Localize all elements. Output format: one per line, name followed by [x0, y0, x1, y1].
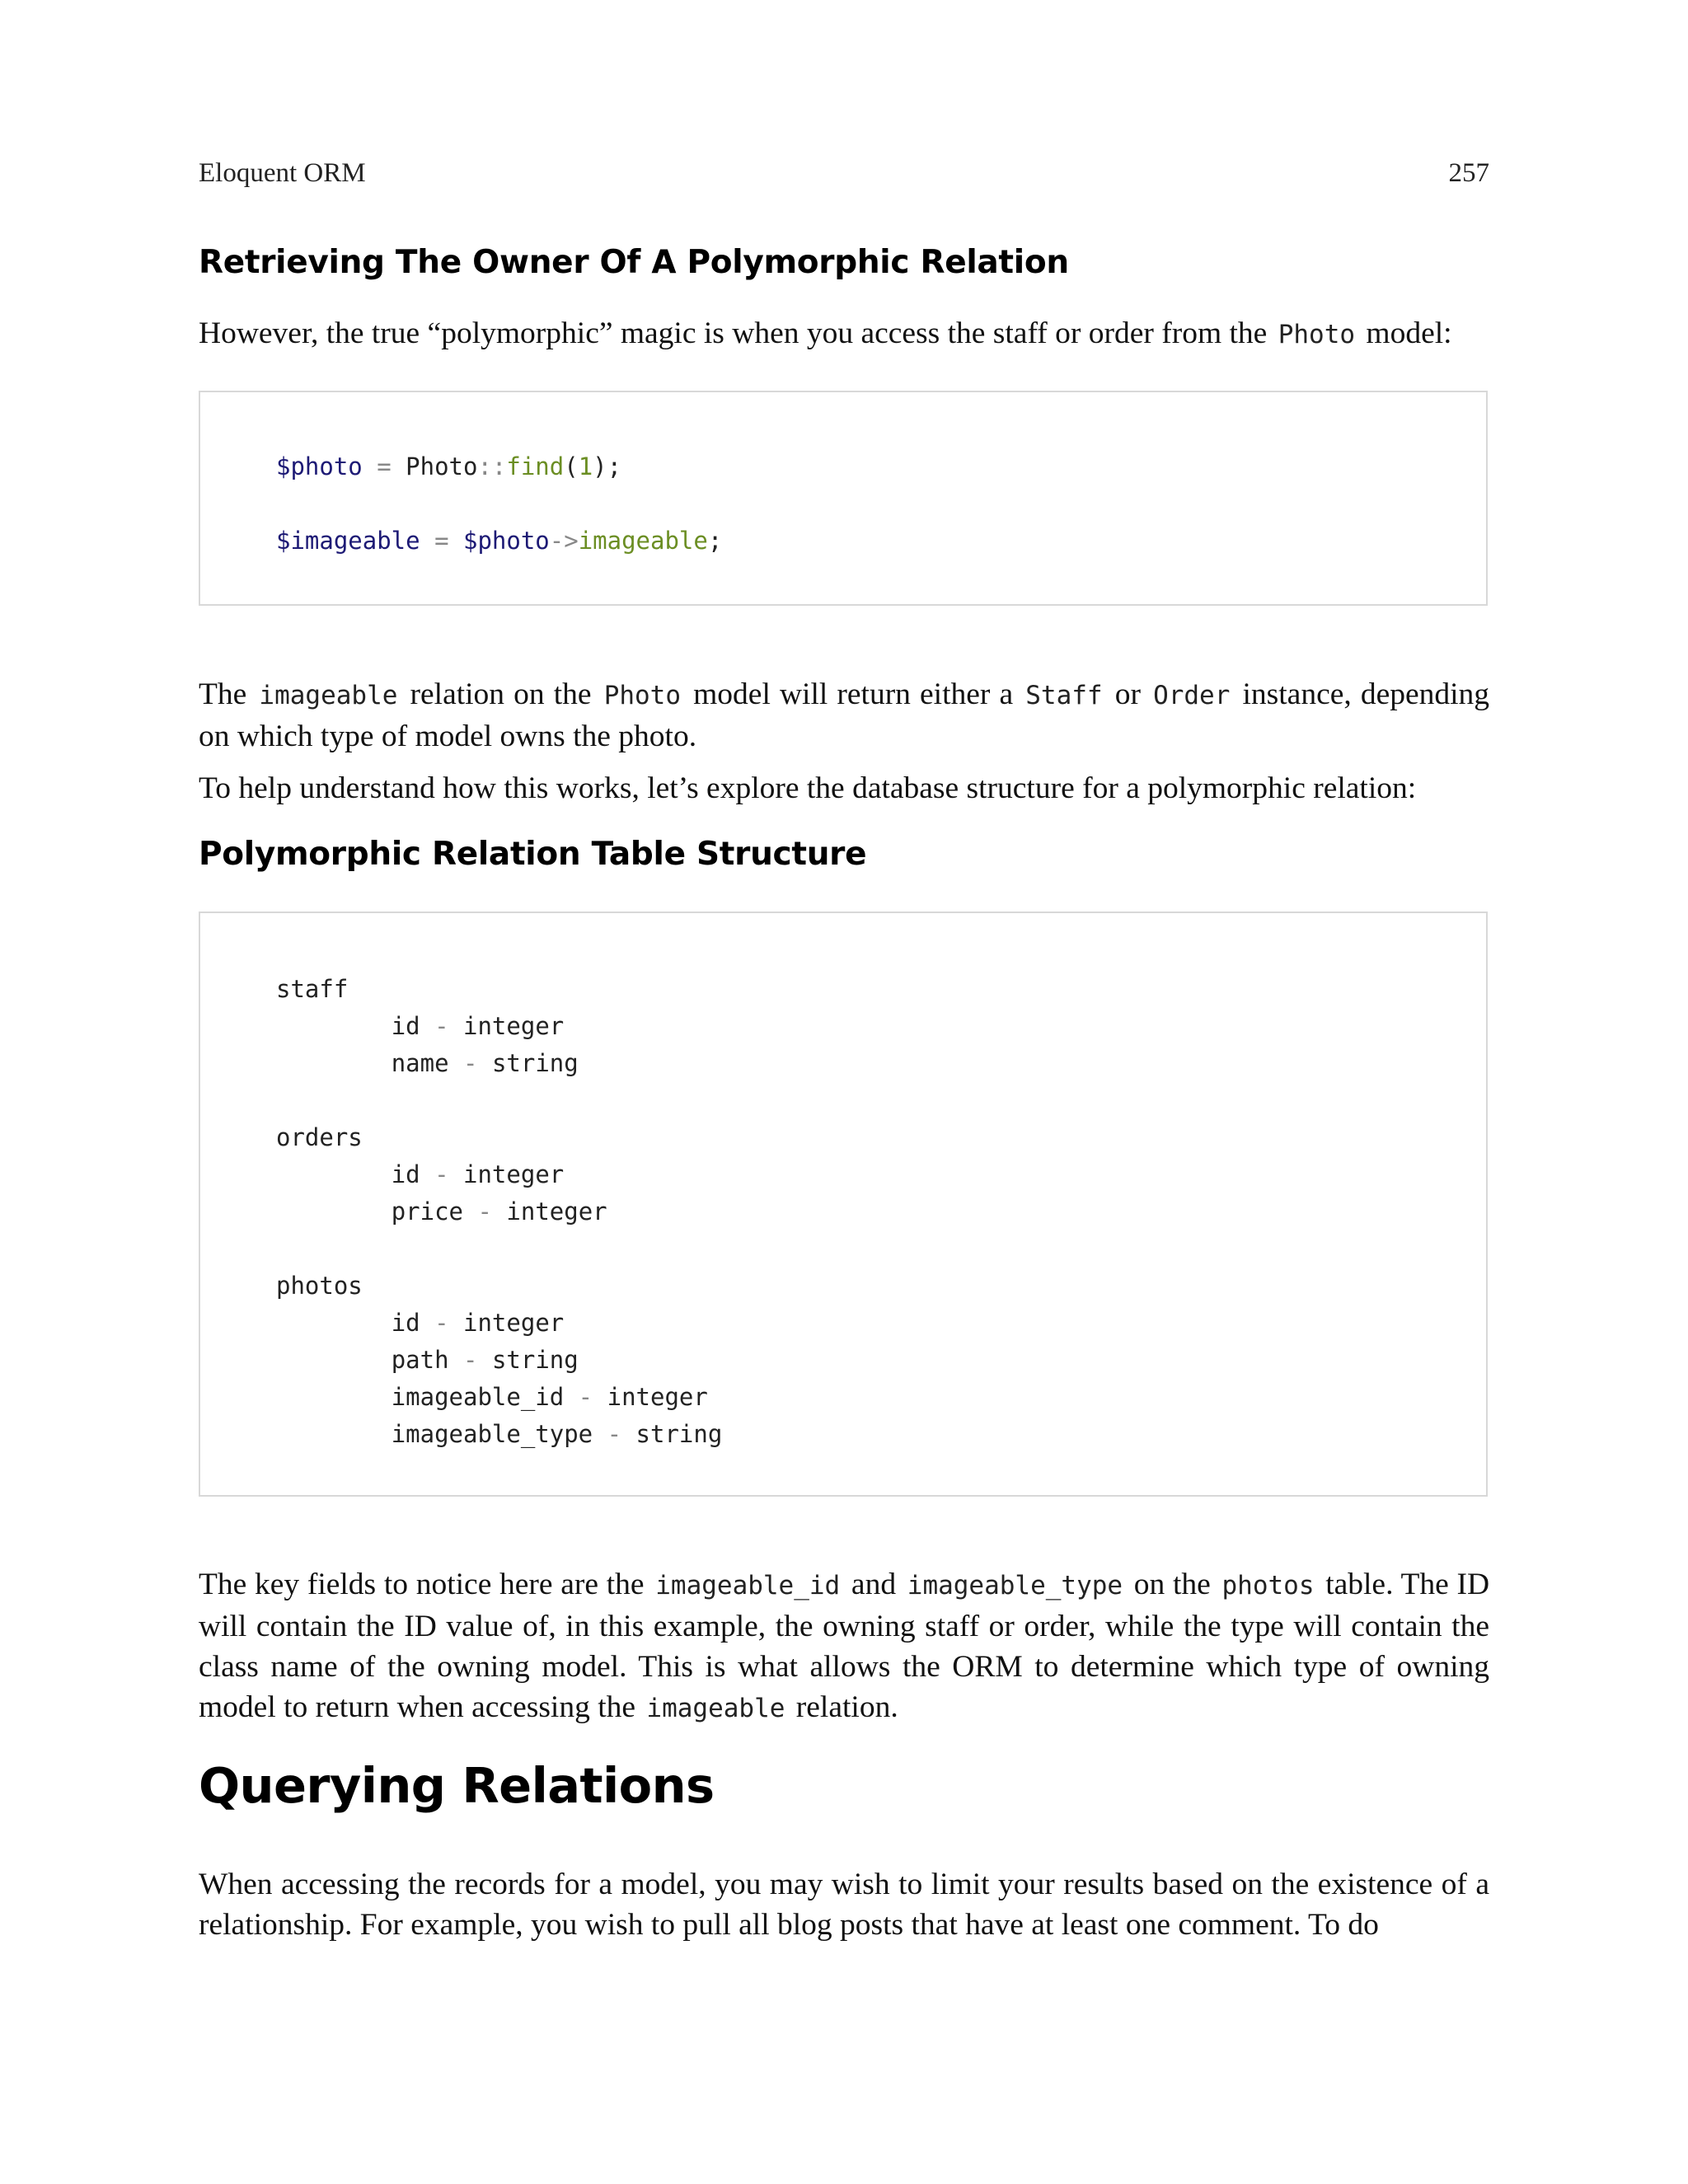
code-token: -	[477, 1197, 492, 1226]
code-line-1	[276, 452, 621, 480]
para-text: on the	[1133, 1568, 1211, 1601]
field-type: integer	[607, 1383, 708, 1411]
code-token: Photo	[406, 452, 478, 480]
inline-code-imageable: imageable	[259, 681, 398, 710]
table-name: staff	[276, 975, 349, 1003]
code-token: -	[434, 1012, 449, 1040]
field-type: string	[491, 1346, 579, 1374]
code-token: -	[578, 1383, 593, 1411]
field-type: integer	[506, 1197, 607, 1226]
field-name: name	[391, 1049, 449, 1077]
inline-code-imageable-type: imageable_type	[907, 1571, 1123, 1601]
section-heading-querying-relations: Querying Relations	[199, 1757, 715, 1814]
field-name: id	[391, 1012, 420, 1040]
intro-text-1: However, the true “polymorphic” magic is when you access the staff or order from the	[199, 316, 1268, 350]
field-name: price	[391, 1197, 463, 1226]
code-token: find	[506, 452, 565, 480]
para-text: When accessing the records for a model, you may wish to limit your results based on the existence	[199, 1868, 1433, 1901]
code-token: -	[463, 1346, 478, 1374]
field-name: id	[391, 1160, 420, 1188]
inline-code-staff: Staff	[1025, 681, 1103, 710]
code-token: -	[434, 1160, 449, 1188]
running-header	[199, 158, 1489, 198]
table-name: photos	[276, 1272, 363, 1300]
field-name: imageable_type	[391, 1420, 593, 1448]
field-name: path	[391, 1346, 449, 1374]
code-token: 1	[578, 452, 593, 480]
key-fields-paragraph	[199, 1564, 1489, 1729]
para-text: The key fields to notice here are the	[199, 1568, 645, 1601]
explore-structure-paragraph: To help understand how this works, let’s explore the database structure for a polymorphic relation:	[199, 771, 1417, 805]
inline-code-photos: photos	[1221, 1571, 1315, 1601]
inline-code-photo: Photo	[1278, 320, 1356, 349]
para-text: table. The ID	[1325, 1568, 1490, 1601]
para-text: and	[851, 1568, 897, 1601]
code-token: $photo	[463, 527, 550, 555]
para-text: The	[199, 677, 247, 711]
inline-code-order: Order	[1153, 681, 1231, 710]
para-text: or	[1114, 677, 1141, 711]
field-name: id	[391, 1309, 420, 1337]
inline-code-photo: Photo	[603, 681, 682, 710]
intro-text-2: model:	[1366, 316, 1452, 350]
code-token: ::	[477, 452, 507, 480]
code-token: ->	[549, 527, 579, 555]
code-token: $imageable	[276, 527, 420, 555]
para-text: on which type of model owns the photo.	[199, 719, 697, 753]
para-text: relation on the	[410, 677, 592, 711]
field-type: string	[491, 1049, 579, 1077]
code-block-2-content	[276, 971, 722, 1453]
para-text: model will return either a	[693, 677, 1014, 711]
code-token: =	[420, 527, 463, 555]
chapter-title: Eloquent ORM	[199, 158, 366, 188]
field-type: string	[635, 1420, 723, 1448]
code-token: (	[564, 452, 579, 480]
code-token: imageable	[578, 527, 708, 555]
code-token: );	[593, 452, 622, 480]
field-type: integer	[463, 1309, 565, 1337]
para-text: relation.	[795, 1690, 898, 1724]
code-block-1-content	[276, 448, 722, 560]
para-text: model to return when accessing the	[199, 1690, 636, 1724]
para-text: instance, depending	[1242, 677, 1490, 711]
code-token: ;	[707, 527, 723, 555]
code-block-table-structure	[199, 912, 1488, 1497]
code-token: -	[463, 1049, 478, 1077]
page-number: 257	[1448, 158, 1489, 188]
inline-code-imageable-id: imageable_id	[655, 1571, 841, 1601]
para-text: of a relationship. For example, you wish to pull all blog posts that have at least one comment. To do	[199, 1868, 1489, 1942]
code-block-photo-imageable	[199, 391, 1488, 606]
code-token: -	[607, 1420, 622, 1448]
code-token: $photo	[276, 452, 363, 480]
field-type: integer	[463, 1012, 565, 1040]
field-name: imageable_id	[391, 1383, 565, 1411]
querying-relations-paragraph	[199, 1864, 1489, 1945]
inline-code-imageable: imageable	[646, 1694, 785, 1723]
para-text: class name of the owning model. This is what allows the ORM to determine which type of owning	[199, 1650, 1489, 1684]
imageable-relation-paragraph	[199, 674, 1489, 757]
section-heading-table-structure: Polymorphic Relation Table Structure	[199, 836, 867, 873]
field-type: integer	[463, 1160, 565, 1188]
table-name: orders	[276, 1123, 363, 1151]
section-heading-retrieving-owner: Retrieving The Owner Of A Polymorphic Relation	[199, 244, 1069, 281]
intro-paragraph	[199, 313, 1489, 355]
code-token: -	[434, 1309, 449, 1337]
code-line-2	[276, 527, 722, 555]
para-text: will contain the ID value of, in this example, the owning staff or order, while the type will contain the	[199, 1610, 1489, 1643]
code-token: =	[362, 452, 406, 480]
